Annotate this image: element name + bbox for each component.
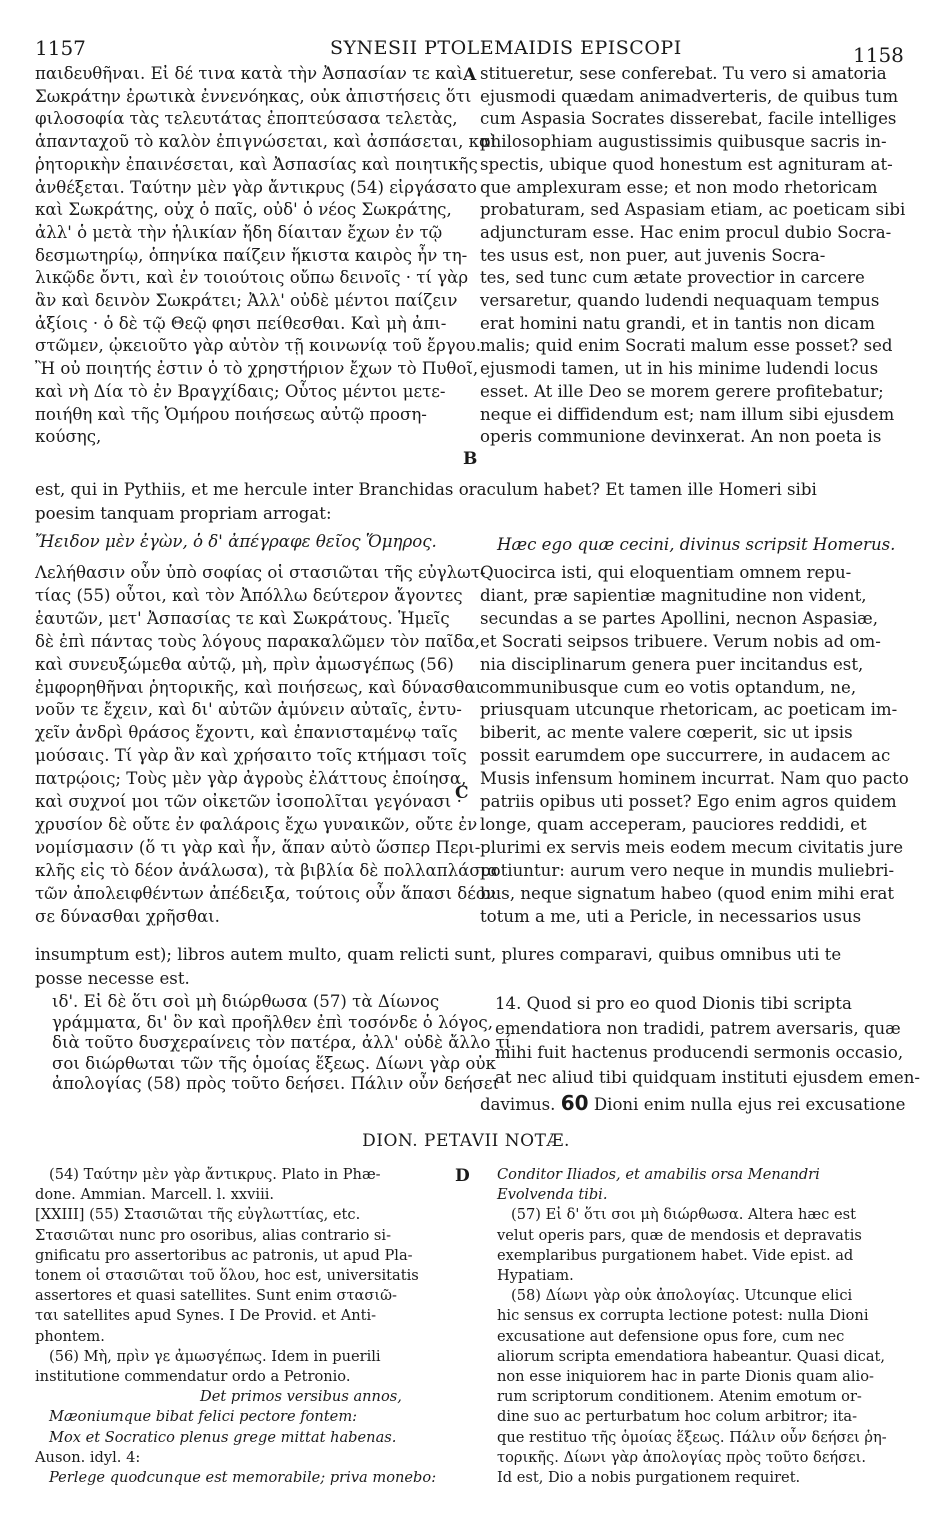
text-line: πατρῴοις; Τοὺς μὲν γὰρ ἀγροὺς ἐλάττους ἐποίησα, bbox=[35, 769, 467, 789]
text-line: nia disciplinarum genera puer incitandus est, bbox=[480, 654, 864, 674]
text-line: stitueretur, sese conferebat. Tu vero si amatoria bbox=[480, 64, 887, 83]
text-line: τῶν ἀπολειφθέντων ἀπέδειξα, τούτοις οὖν ἅπασι δέον bbox=[35, 883, 496, 903]
latin-text: davimus. bbox=[480, 1095, 556, 1114]
text-line: ejusmodi quædam animadverteris, de quibus tum bbox=[480, 86, 899, 106]
full-width-line: est, qui in Pythiis, et me hercule inter Branchidas oraculum habet? Et tamen ille Homeri sibi bbox=[35, 480, 817, 499]
text-line: bus, neque signatum habeo (quod enim mihi erat bbox=[480, 883, 895, 903]
text-line: σε δύνασθαι χρῆσθαι. bbox=[35, 906, 220, 926]
text-line: ἑαυτῶν, μετ' Ἀσπασίας τε καὶ Σωκράτους. Ἡμεῖς bbox=[35, 608, 450, 628]
text-line: χεῖν ἀνδρὶ θράσος ἔχοντι, καὶ ἐπανισταμένῳ ταῖς bbox=[35, 723, 458, 743]
text-line: διὰ τοῦτο δυσχεραίνεις τὸν πατέρα, ἀλλ' οὐδὲ ἄλλο τί bbox=[52, 1033, 512, 1052]
text-line: νομίσμασιν (ὅ τι γὰρ καὶ ἦν, ἅπαν αὐτὸ ὥσπερ Περι- bbox=[35, 837, 481, 857]
text-line: σοι διώρθωται τῶν τῆς ὁμοίας ἕξεως. Δίωνι γὰρ οὐκ bbox=[52, 1053, 496, 1073]
text-line: Perlege quodcunque est memorabile; priva monebo: bbox=[49, 1469, 437, 1487]
text-line: et Socrati seipsos tribuere. Verum nobis ad om- bbox=[480, 631, 881, 651]
text-line: priusquam utcunque rhetoricam, ac poeticam im- bbox=[480, 700, 898, 720]
full-width-line: insumptum est); libros autem multo, quam relicti sunt, plures comparavi, quibus omnibus uti te bbox=[35, 945, 842, 964]
text-line: Musis infensum hominem incurrat. Nam quo pacto bbox=[480, 769, 909, 789]
text-line: rum scriptorum conditionem. Atenim emotum or- bbox=[497, 1388, 862, 1406]
text-line: done. Ammian. Marcell. l. xxviii. bbox=[35, 1186, 275, 1204]
text-line: (56) Μὴ, πρὶν γε ἀμωσγέπως. Idem in puerili bbox=[49, 1347, 381, 1365]
text-line: δεσμωτηρίῳ, ὁπηνίκα παίζειν ἥκιστα καιρὸς ἦν τη- bbox=[35, 245, 468, 265]
notes-right-column bbox=[497, 1165, 907, 1488]
text-line: Conditor Iliados, et amabilis orsa Menandri bbox=[497, 1166, 820, 1183]
text-line: ejusmodi tamen, ut in his minime ludendi locus bbox=[480, 359, 879, 379]
left-page-number: 1157 bbox=[35, 36, 86, 60]
text-line: operis communione devinxerat. An non poeta is bbox=[480, 427, 882, 447]
text-line: dine suo ac perturbatum hoc colum arbitror; ita- bbox=[497, 1408, 857, 1426]
text-line: ποιήθη καὶ τῆς Ὁμήρου ποιήσεως αὐτῷ προση- bbox=[35, 404, 427, 424]
text-line: institutione commendatur ordo a Petronio. bbox=[35, 1368, 351, 1386]
text-line: ἀπολογίας (58) πρὸς τοῦτο δεήσει. Πάλιν οὖν δεήσει bbox=[52, 1074, 500, 1093]
latin-text: Dioni enim nulla ejus rei excusatione bbox=[593, 1095, 906, 1114]
text-line: ῥητορικὴν ἐπαινέσεται, καὶ Ἀσπασίας καὶ ποιητικῆς bbox=[35, 154, 478, 174]
text-line: Λελήθασιν οὖν ὑπὸ σοφίας οἱ στασιῶται τῆς εὐγλωτ- bbox=[35, 563, 486, 582]
text-line: philosophiam augustissimis quibusque sacris in- bbox=[480, 132, 887, 152]
text-line: Στασιῶται nunc pro osoribus, alias contrario si- bbox=[35, 1226, 392, 1244]
text-line: excusatione aut defensione opus fore, cum nec bbox=[497, 1327, 845, 1345]
text-line: ἁπανταχοῦ τὸ καλὸν ἐπιγνώσεται, καὶ ἀσπάσεται, καὶ bbox=[35, 132, 497, 152]
running-header-title: SYNESII PTOLEMAIDIS EPISCOPI bbox=[330, 37, 682, 59]
text-line: cum Aspasia Socrates disserebat, facile intelliges bbox=[480, 109, 897, 129]
column-number: 60 bbox=[560, 1091, 589, 1115]
text-line: neque ei diffidendum est; nam illum sibi ejusdem bbox=[480, 404, 895, 424]
text-line: adjuncturam esse. Hac enim procul dubio Socra- bbox=[480, 222, 892, 242]
text-line: plurimi ex servis meis eodem mecum civitatis jure bbox=[480, 837, 904, 857]
text-line: diant, præ sapientiæ magnitudine non vident, bbox=[480, 585, 867, 605]
text-line: (57) Εἰ δ' ὅτι σοι μὴ διώρθωσα. Altera hæc est bbox=[511, 1206, 856, 1224]
text-line: καὶ Σωκράτης, οὐχ ὁ παῖς, οὐδ' ὁ νέος Σωκράτης, bbox=[35, 200, 452, 220]
text-line: exemplaribus purgationem habet. Vide epist. ad bbox=[497, 1246, 854, 1264]
greek-column-section-3 bbox=[52, 992, 512, 1095]
text-line: καὶ συνευξώμεθα αὐτῷ, μὴ, πρὶν ἀμωσγέπως (56) bbox=[35, 654, 454, 674]
text-line: Ἢ οὐ ποιητής ἐστιν ὁ τὸ χρηστήριον ἔχων τὸ Πυθοῖ, bbox=[35, 359, 479, 379]
text-line: καὶ νὴ Δία τὸ ἐν Βραγχίδαις; Οὗτος μέντοι μετε- bbox=[35, 381, 446, 401]
text-line: παιδευθῆναι. Εἰ δέ τινα κατὰ τὴν Ἀσπασίαν τε καὶ bbox=[35, 64, 464, 83]
text-line: malis; quid enim Socrati malum esse posset? sed bbox=[480, 336, 893, 356]
text-line: Auson. idyl. 4: bbox=[35, 1448, 141, 1466]
text-line: que amplexuram esse; et non modo rhetoricam bbox=[480, 177, 878, 197]
text-line: (54) Ταύτην μὲν γὰρ ἄντικρυς. Plato in Phæ- bbox=[49, 1166, 381, 1183]
latin-column-section-3 bbox=[495, 992, 921, 1090]
text-line: Evolvenda tibi. bbox=[497, 1186, 608, 1204]
text-line: ἀλλ' ὁ μετὰ τὴν ἡλικίαν ἤδη δίαιταν ἔχων ἐν τῷ bbox=[35, 222, 443, 242]
latin-column-section-1 bbox=[480, 63, 906, 449]
text-line: κούσης, bbox=[35, 427, 102, 447]
text-line: μούσαις. Τί γὰρ ἂν καὶ χρήσαιτο τοῖς κτήμασι τοῖς bbox=[35, 746, 467, 766]
text-line: versaretur, quando ludendi nequaquam tempus bbox=[480, 291, 880, 311]
text-line: aliorum scripta emendatiora habeantur. Quasi dicat, bbox=[497, 1347, 886, 1365]
text-line: spectis, ubique quod honestum est agnituram at- bbox=[480, 154, 893, 174]
text-line: Σωκράτην ἐρωτικὰ ἐννενόηκας, οὐκ ἀπιστήσεις ὅτι bbox=[35, 86, 472, 106]
text-line: probaturam, sed Aspasiam etiam, ac poeticam sibi bbox=[480, 200, 906, 220]
text-line: possit earumdem ope succurrere, in audacem ac bbox=[480, 746, 891, 766]
text-line: hic sensus ex corrupta lectione potest: nulla Dioni bbox=[497, 1307, 869, 1325]
notes-title: DION. PETAVII NOTÆ. bbox=[362, 1131, 570, 1151]
text-line: κλῆς εἰς τὸ δέον ἀνάλωσα), τὰ βιβλία δὲ πολλαπλάσια bbox=[35, 860, 499, 880]
text-line: phontem. bbox=[35, 1327, 105, 1345]
text-line: (58) Δίωνι γὰρ οὐκ ἀπολογίας. Utcunque elici bbox=[511, 1287, 853, 1305]
text-line: patriis opibus uti posset? Ego enim agros quidem bbox=[480, 792, 897, 812]
margin-marker-d: D bbox=[455, 1166, 470, 1186]
text-line: χρυσίον δὲ οὔτε ἐν φαλάροις ἔχω γυναικῶν, οὔτε ἐν bbox=[35, 814, 478, 834]
text-line: νοῦν τε ἔχειν, καὶ δι' αὐτῶν ἀμύνειν αὐταῖς, ἐντυ- bbox=[35, 700, 462, 720]
margin-marker-c: C bbox=[455, 783, 469, 803]
notes-left-column bbox=[35, 1165, 455, 1488]
text-line: emendatiora non tradidi, patrem aversaris, quæ bbox=[495, 1018, 901, 1038]
text-line: potiuntur: aurum vero neque in mundis muliebri- bbox=[480, 860, 895, 880]
verse-greek: Ἤειδον μὲν ἐγὼν, ὁ δ' ἀπέγραφε θεῖος Ὅμηρος. bbox=[35, 532, 437, 551]
right-page-number: 1158 bbox=[853, 43, 904, 67]
text-line: assertores et quasi satellites. Sunt enim στασιῶ- bbox=[35, 1287, 397, 1305]
text-line: longe, quam acceperam, pauciores reddidi, et bbox=[480, 814, 867, 834]
text-line: δὲ ἐπὶ πάντας τοὺς λόγους παρακαλῶμεν τὸν παῖδα, bbox=[35, 631, 480, 651]
text-line: esset. At ille Deo se morem gerere profitebatur; bbox=[480, 381, 884, 401]
text-line: ται satellites apud Synes. I De Provid. et Anti- bbox=[35, 1307, 377, 1325]
latin-column-section-2 bbox=[480, 562, 909, 929]
text-line: 14. Quod si pro eo quod Dionis tibi scripta bbox=[495, 994, 852, 1013]
text-line: secundas a se partes Apollini, necnon Aspasiæ, bbox=[480, 608, 879, 628]
text-line: ἀνθέξεται. Ταύτην μὲν γὰρ ἄντικρυς (54) εἰργάσατο bbox=[35, 177, 477, 197]
margin-marker-a: A bbox=[463, 65, 477, 85]
latin-line-last bbox=[480, 1091, 906, 1118]
verse-latin: Hæc ego quæ cecini, divinus scripsit Homerus. bbox=[497, 535, 896, 554]
text-line: ἂν καὶ δεινὸν Σωκράτει; Ἀλλ' οὐδὲ μέντοι παίζειν bbox=[35, 291, 458, 311]
text-line: ἀξίοις · ὁ δὲ τῷ Θεῷ φησι πείθεσθαι. Καὶ μὴ ἀπι- bbox=[35, 313, 447, 333]
text-line: erat homini natu grandi, et in tantis non dicam bbox=[480, 313, 875, 333]
text-line: Mæoniumque bibat felici pectore fontem: bbox=[49, 1408, 358, 1426]
full-width-line: poesim tanquam propriam arrogat: bbox=[35, 504, 332, 523]
greek-column-section-2 bbox=[35, 562, 499, 929]
text-line: ιδ'. Εἰ δὲ ὅτι σοὶ μὴ διώρθωσα (57) τὰ Δίωνος bbox=[52, 992, 440, 1011]
text-line: tes usus est, non puer, aut juvenis Socra- bbox=[480, 245, 826, 265]
text-line: at nec aliud tibi quidquam instituti ejusdem emen- bbox=[495, 1067, 921, 1087]
text-line: que restituo τῆς ὁμοίας ἕξεως. Πάλιν οὖν δεήσει ῥη- bbox=[497, 1428, 887, 1446]
text-line: Id est, Dio a nobis purgationem requiret. bbox=[497, 1469, 801, 1487]
text-line: communibusque cum eo votis optandum, ne, bbox=[480, 677, 857, 697]
text-line: λικῷδε ὄντι, καὶ ἐν τοιούτοις οὔπω δεινοῖς · τί γὰρ bbox=[35, 268, 469, 288]
text-line: τίας (55) οὗτοι, καὶ τὸν Ἀπόλλω δεύτερον ἄγοντες bbox=[35, 585, 463, 605]
text-line: biberit, ac mente valere cœperit, sic ut ipsis bbox=[480, 723, 853, 743]
text-line: Quocirca isti, qui eloquentiam omnem repu- bbox=[480, 563, 852, 582]
text-line: gnificatu pro assertoribus ac patronis, ut apud Pla- bbox=[35, 1246, 413, 1264]
text-line: totum a me, uti a Pericle, in necessarios usus bbox=[480, 906, 862, 926]
text-line: Det primos versibus annos, bbox=[200, 1388, 402, 1406]
greek-column-section-1 bbox=[35, 63, 497, 449]
full-width-line: posse necesse est. bbox=[35, 969, 190, 988]
text-line: [XXIII] (55) Στασιῶται τῆς εὐγλωττίας, etc. bbox=[35, 1206, 361, 1224]
text-line: καὶ συχνοί μοι τῶν οἰκετῶν ἰσοπολῖται γεγόνασι · bbox=[35, 792, 462, 812]
text-line: tonem οἱ στασιῶται τοῦ ὅλου, hoc est, universitatis bbox=[35, 1267, 419, 1285]
text-line: Hypatiam. bbox=[497, 1267, 574, 1285]
text-line: τορικῆς. Δίωνι γὰρ ἀπολογίας πρὸς τοῦτο δεήσει. bbox=[497, 1448, 867, 1466]
text-line: non esse iniquiorem hac in parte Dionis quam alio- bbox=[497, 1368, 874, 1386]
text-line: φιλοσοφία τὰς τελευτάτας ἐποπτεύσασα τελετὰς, bbox=[35, 109, 458, 129]
text-line: ἐμφορηθῆναι ῥητορικῆς, καὶ ποιήσεως, καὶ δύνασθαι bbox=[35, 677, 483, 697]
margin-marker-b: B bbox=[463, 449, 478, 469]
text-line: Mox et Socratico plenus grege mittat habenas. bbox=[49, 1428, 397, 1446]
text-line: mihi fuit hactenus producendi sermonis occasio, bbox=[495, 1043, 904, 1062]
text-line: velut operis pars, quæ de mendosis et depravatis bbox=[497, 1226, 862, 1244]
text-line: tes, sed tunc cum ætate provectior in carcere bbox=[480, 268, 865, 288]
text-line: γράμματα, δι' ὃν καὶ προῆλθεν ἐπὶ τοσόνδε ὁ λόγος, bbox=[52, 1012, 493, 1032]
text-line: στῶμεν, ᾠκειοῦτο γὰρ αὐτὸν τῇ κοινωνίᾳ τοῦ ἔργου. bbox=[35, 336, 481, 356]
